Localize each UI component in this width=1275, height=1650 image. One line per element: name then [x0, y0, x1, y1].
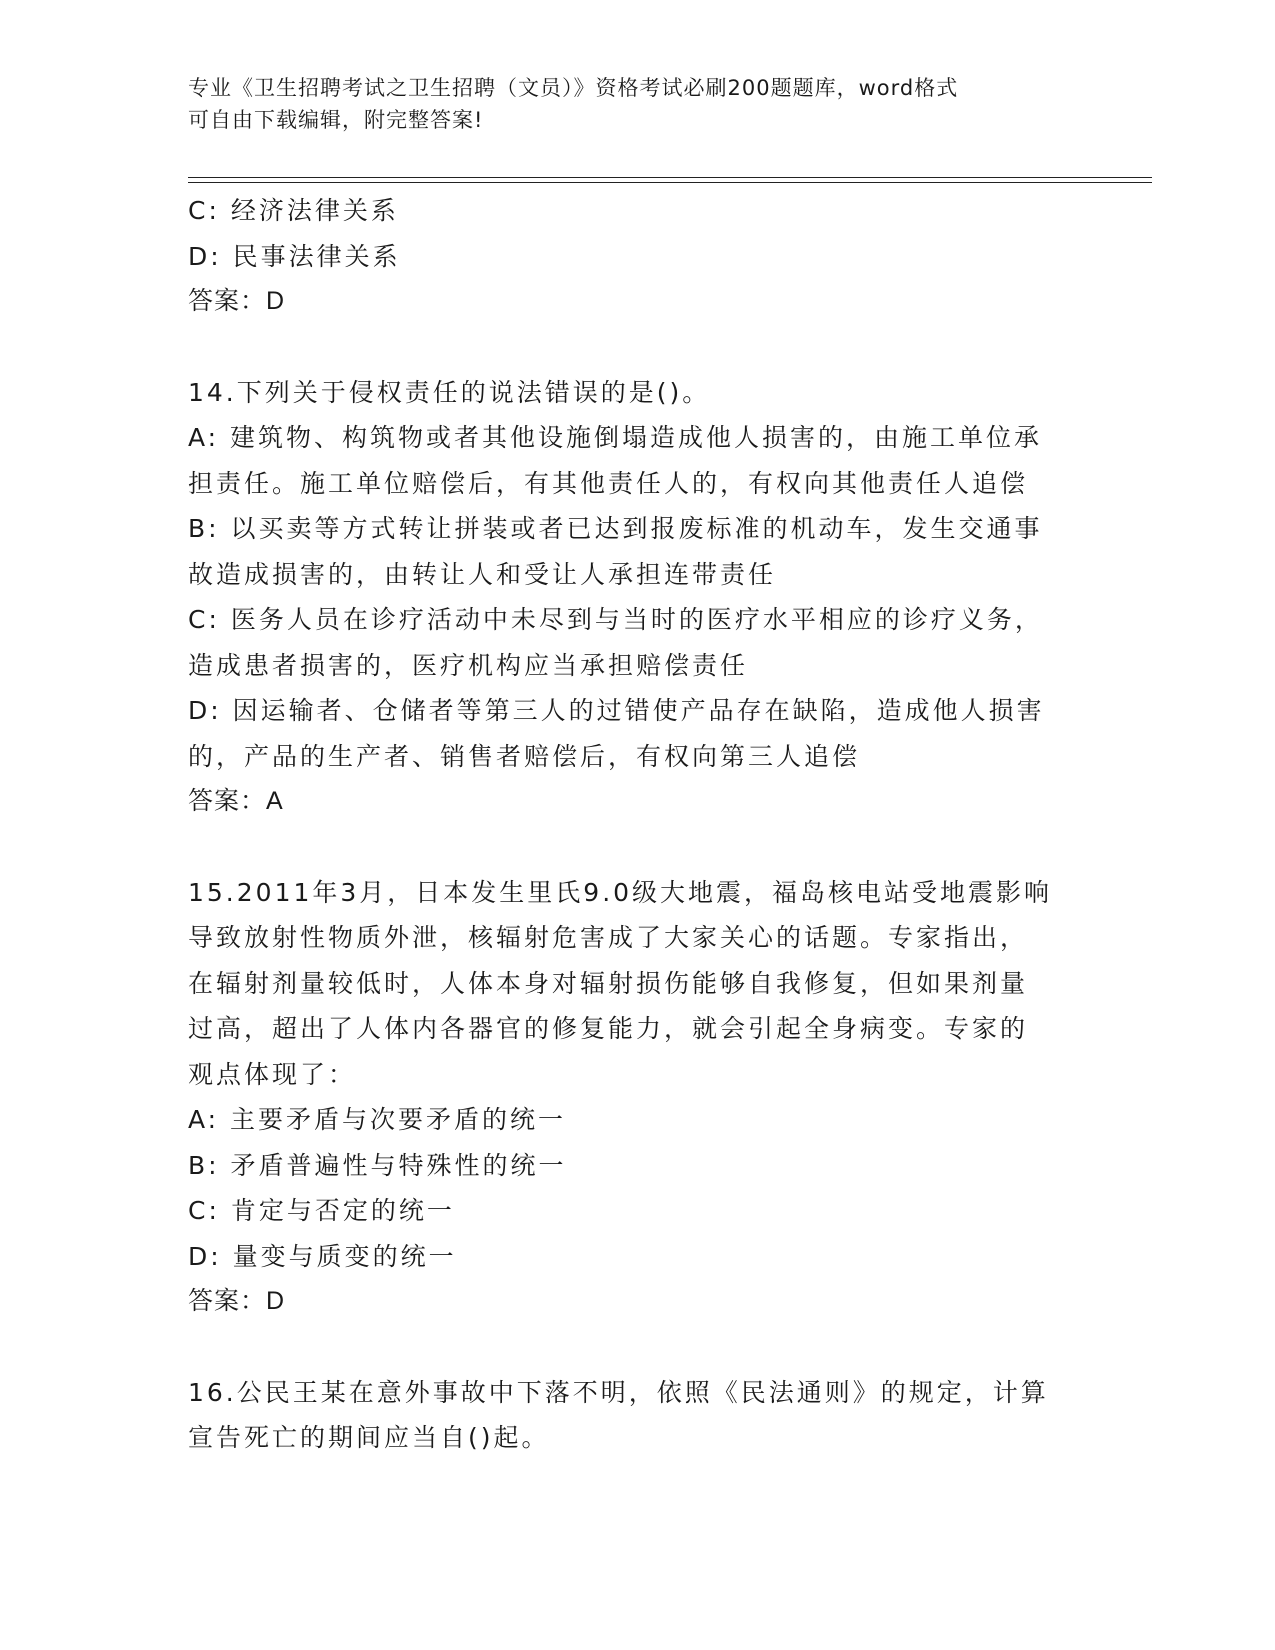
option-d-line-1: D: 因运输者、仓储者等第三人的过错使产品存在缺陷，造成他人损害 [188, 696, 1045, 725]
spacer [188, 325, 1088, 370]
option-c: C: 肯定与否定的统一 [188, 1196, 455, 1225]
question-15 [188, 870, 1088, 1325]
option-c: C: 经济法律关系 [188, 196, 399, 225]
header-line-2: 可自由下载编辑，附完整答案! [188, 108, 484, 132]
option-d: D: 民事法律关系 [188, 241, 401, 271]
spacer [188, 1325, 1088, 1370]
question-stem-line-2: 导致放射性物质外泄，核辐射危害成了大家关心的话题。专家指出， [188, 923, 1029, 952]
header-divider-top [188, 177, 1152, 178]
option-b-line-1: B: 以买卖等方式转让拼装或者已达到报废标准的机动车，发生交通事 [188, 514, 1043, 543]
answer-line: 答案：D [188, 287, 286, 315]
option-d: D: 量变与质变的统一 [188, 1241, 457, 1271]
question-13-tail [188, 188, 1088, 325]
option-a-line-1: A: 建筑物、构筑物或者其他设施倒塌造成他人损害的，由施工单位承 [188, 423, 1043, 452]
spacer [188, 825, 1088, 870]
answer-line: 答案：D [188, 1287, 286, 1315]
header-line-1: 专业《卫生招聘考试之卫生招聘（文员）》资格考试必刷200题题库，word格式 [188, 76, 959, 100]
option-d-line-2: 的，产品的生产者、销售者赔偿后，有权向第三人追偿 [188, 741, 861, 771]
option-a: A: 主要矛盾与次要矛盾的统一 [188, 1105, 567, 1134]
question-stem-line-5: 观点体现了： [188, 1059, 357, 1089]
answer-line: 答案：A [188, 787, 284, 815]
option-c-line-2: 造成患者损害的，医疗机构应当承担赔偿责任 [188, 650, 749, 680]
question-stem-line-1: 15.2011年3月，日本发生里氏9.0级大地震，福岛核电站受地震影响 [188, 877, 1053, 907]
option-b-line-2: 故造成损害的，由转让人和受让人承担连带责任 [188, 559, 777, 589]
question-stem-line-3: 在辐射剂量较低时，人体本身对辐射损伤能够自我修复，但如果剂量 [188, 968, 1029, 998]
question-16 [188, 1370, 1088, 1461]
question-content [188, 188, 1088, 1461]
question-stem-line-1: 16.公民王某在意外事故中下落不明，依照《民法通则》的规定，计算 [188, 1377, 1049, 1407]
question-stem: 14.下列关于侵权责任的说法错误的是()。 [188, 377, 711, 407]
option-c-line-1: C: 医务人员在诊疗活动中未尽到与当时的医疗水平相应的诊疗义务， [188, 605, 1043, 634]
document-header [188, 72, 1088, 136]
option-b: B: 矛盾普遍性与特殊性的统一 [188, 1150, 567, 1180]
question-14 [188, 370, 1088, 825]
header-divider-bottom [188, 182, 1152, 183]
option-a-line-2: 担责任。施工单位赔偿后，有其他责任人的，有权向其他责任人追偿 [188, 468, 1029, 498]
question-stem-line-2: 宣告死亡的期间应当自()起。 [188, 1423, 550, 1452]
question-stem-line-4: 过高，超出了人体内各器官的修复能力，就会引起全身病变。专家的 [188, 1014, 1029, 1043]
